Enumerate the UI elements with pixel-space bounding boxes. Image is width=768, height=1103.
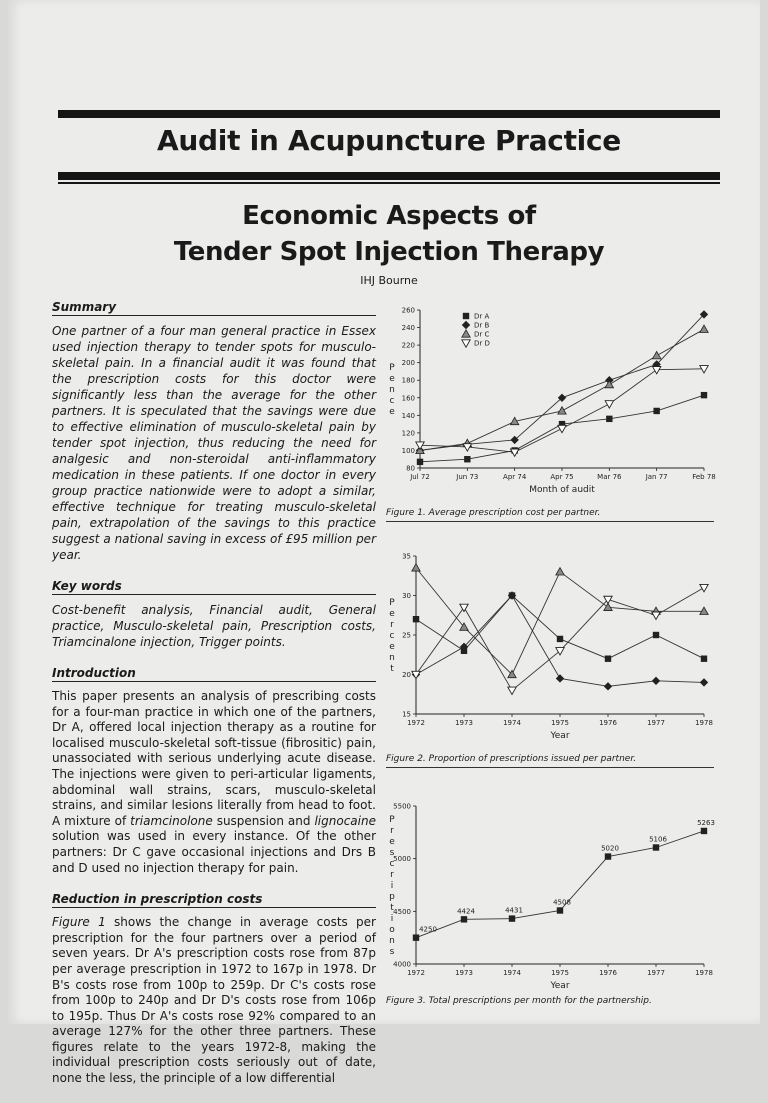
y-tick-label: 180 [401, 376, 415, 385]
figure-3-caption: Figure 3. Total prescriptions per month for the partnership. [386, 996, 652, 1006]
data-point [557, 636, 563, 642]
data-label: 4250 [419, 925, 437, 934]
x-tick-label: 1975 [551, 969, 569, 977]
journal-page [8, 0, 760, 1086]
data-label: 5263 [697, 818, 715, 827]
y-tick-label: 5000 [393, 855, 411, 864]
y-tick-label: 30 [402, 592, 411, 600]
legend-label: Dr C [474, 330, 490, 339]
x-tick-label: 1974 [503, 969, 521, 977]
data-point [604, 682, 612, 690]
figure-3 [386, 798, 714, 1006]
divider [52, 907, 376, 908]
x-axis-title: Month of audit [529, 485, 595, 495]
data-point [605, 656, 611, 662]
data-point [700, 607, 708, 614]
keywords-section [52, 579, 376, 650]
data-point [556, 674, 564, 682]
x-tick-label: 1975 [551, 719, 569, 727]
y-tick-label: 200 [401, 359, 415, 368]
section-header: Audit in Acupuncture Practice [157, 124, 621, 157]
x-tick-label: Apr 74 [503, 473, 527, 481]
y-tick-label: 100 [401, 446, 415, 455]
divider [52, 594, 376, 595]
figure-2-caption: Figure 2. Proportion of prescriptions issued per partner. [386, 754, 637, 764]
y-tick-label: 35 [402, 552, 411, 561]
data-point [413, 934, 419, 940]
intro-part: This paper presents an analysis of prescribing costs for a four-man practice in which one of the partners, Dr A, offered local injection therapy as a routine for localised musculo-skeletal soft-tissue (fibrositic) pain, unassociated with serious underlying acute disease. The injections were given to peri-articular ligaments, abdominal wall strains, scars, musculo-skeletal strains, and similar lesions literally from head to foot. A mixture of [52, 689, 376, 828]
y-axis-title-letter: n [389, 385, 395, 395]
figure-1-chart [386, 302, 714, 506]
x-tick-label: 1976 [599, 969, 617, 977]
data-point [701, 656, 707, 662]
y-tick-label: 240 [401, 324, 415, 333]
data-point [652, 612, 660, 619]
y-axis-title-letter: c [389, 396, 395, 406]
article-title-line2: Tender Spot Injection Therapy [173, 237, 605, 267]
y-tick-label: 25 [402, 631, 411, 640]
legend-marker [463, 313, 469, 319]
data-point [508, 687, 516, 694]
data-point [509, 915, 515, 921]
y-axis-title-letter: t [390, 903, 394, 913]
data-point [652, 351, 660, 358]
data-point [701, 828, 707, 834]
y-axis-title-letter: t [390, 664, 394, 674]
data-point [653, 408, 659, 414]
data-label: 4431 [505, 906, 523, 915]
summary-section [52, 300, 376, 563]
y-tick-label: 4000 [393, 960, 411, 969]
data-point [558, 425, 566, 432]
y-tick-label: 4500 [393, 907, 411, 916]
figure-ref: Figure 1 [52, 915, 106, 930]
data-point [417, 459, 423, 465]
figure-2 [386, 548, 714, 768]
drug-name: lignocaine [314, 813, 376, 828]
summary-heading: Summary [52, 300, 117, 314]
y-tick-label: 20 [402, 671, 411, 679]
intro-part: suspension and [212, 813, 315, 828]
header-thin-rule [58, 182, 720, 184]
y-axis-title-letter: s [389, 947, 395, 957]
data-point [652, 366, 660, 373]
reduction-part: shows the change in average costs per prescription for the four partners over a period of seven years. Dr A's prescription costs rose from 87p per average prescription in 1972 to 167p in 1978. Dr B's costs rose from 100p to 259p. Dr C's costs rose from 100p to 240p and Dr D's costs rose from 106p to 195p. Thus Dr A's costs rose 92% compared to an average 127% for the other three partners. These figures relate to the years 1972-8, making the individual prescription costs seriously out of date, none the less, the principle of a low differential [52, 915, 376, 1086]
figure-3-chart [386, 798, 714, 994]
x-tick-label: Mar 76 [597, 473, 622, 481]
y-axis-title-letter: P [389, 363, 395, 373]
y-axis-title-letter: p [389, 892, 395, 902]
y-axis-title-letter: n [389, 653, 395, 663]
y-axis-title-letter: n [389, 936, 395, 946]
introduction-heading: Introduction [52, 666, 136, 680]
x-tick-label: Jan 77 [645, 473, 668, 481]
y-tick-label: 80 [406, 464, 415, 473]
figure-2-chart [386, 548, 714, 752]
legend-marker [462, 321, 470, 329]
y-axis-title-letter: r [390, 620, 394, 630]
legend-label: Dr A [474, 312, 490, 321]
top-rule [58, 110, 720, 118]
y-tick-label: 140 [401, 411, 415, 420]
y-tick-label: 160 [401, 394, 415, 403]
data-point [605, 853, 611, 859]
x-tick-label: 1974 [503, 719, 521, 727]
x-tick-label: 1977 [647, 719, 665, 727]
legend-marker [462, 340, 470, 347]
data-point [700, 584, 708, 591]
data-point [413, 616, 419, 622]
y-axis-title [389, 363, 395, 417]
y-axis-title [389, 598, 395, 674]
x-tick-label: Apr 75 [550, 473, 574, 481]
y-axis-title-letter: e [389, 407, 395, 417]
y-axis-title-letter: e [389, 642, 395, 652]
reduction-heading: Reduction in prescription costs [52, 892, 263, 907]
x-axis-title: Year [550, 981, 570, 991]
series-line [416, 568, 704, 675]
y-axis-title [389, 815, 395, 957]
legend-marker [462, 330, 470, 337]
legend-label: Dr B [474, 321, 490, 330]
data-label: 4508 [553, 898, 571, 907]
series-dr-c [412, 564, 708, 678]
x-tick-label: 1978 [695, 969, 713, 977]
y-axis-title-letter: i [390, 881, 394, 891]
keywords-text: Cost-benefit analysis, Financial audit, General practice, Musculo-skeletal pain, Prescription costs, Triamcinalone injection, Trigger points. [52, 603, 376, 649]
data-label: 5106 [649, 835, 667, 844]
intro-part: solution was used in every instance. Of the other partners: Dr C gave occasional injections and Drs B and D used no injection therapy for pain. [52, 829, 376, 875]
x-tick-label: 1976 [599, 719, 617, 727]
y-tick-label: 15 [402, 710, 411, 719]
article-title [58, 198, 720, 270]
y-axis-title-letter: s [389, 848, 395, 858]
y-axis-title-letter: r [390, 826, 394, 836]
x-tick-label: 1972 [407, 719, 425, 727]
x-tick-label: 1978 [695, 719, 713, 727]
header-bottom-rule [58, 172, 720, 180]
data-point [412, 564, 420, 571]
data-point [652, 677, 660, 685]
x-axis-title: Year [550, 731, 570, 741]
y-tick-label: 220 [401, 341, 415, 350]
divider [52, 681, 376, 682]
divider [52, 315, 376, 316]
data-point [461, 916, 467, 922]
figure-1 [386, 302, 714, 522]
reduction-text [52, 915, 376, 1087]
data-point [606, 416, 612, 422]
x-tick-label: 1977 [647, 969, 665, 977]
summary-text: One partner of a four man general practice in Essex used injection therapy to tender spots for musculo-skeletal pain. In a financial audit it was found that the prescription costs for this doctor were significantly less than the average for the other partners. It is speculated that the savings were due to effective elimination of musculo-skeletal pain by tender spot injection, thus reducing the need for analgesic and non-steroidal anti-inflammatory medication in these patients. If one doctor in every group practice nationwide were to adopt a similar, effective technique for treating musculo-skeletal pain, extrapolation of the savings to this practice suggest a national saving in excess of £95 million per year. [52, 324, 376, 562]
x-tick-label: Jun 73 [456, 473, 479, 481]
y-tick-label: 120 [401, 429, 415, 438]
data-point [653, 632, 659, 638]
series-line [416, 831, 704, 938]
y-axis-title-letter: i [390, 914, 394, 924]
y-axis-title-letter: e [389, 609, 395, 619]
y-axis-title-letter: o [389, 925, 395, 935]
data-label: 4424 [457, 907, 475, 916]
x-tick-label: Feb 78 [692, 473, 716, 481]
left-column [52, 300, 376, 1103]
legend [462, 313, 490, 348]
keywords-heading: Key words [52, 579, 122, 593]
x-tick-label: 1973 [455, 719, 473, 727]
series-dr-c [416, 325, 708, 454]
legend-label: Dr D [474, 339, 490, 348]
y-axis-title-letter: e [389, 837, 395, 847]
data-point [701, 392, 707, 398]
x-tick-label: Jul 72 [410, 473, 430, 481]
y-axis-title-letter: e [389, 374, 395, 384]
y-tick-label: 5500 [393, 802, 411, 811]
y-axis-title-letter: P [389, 815, 395, 825]
y-axis-title-letter: c [389, 859, 395, 869]
figure-rule [386, 767, 714, 768]
data-point [460, 604, 468, 611]
article-title-line1: Economic Aspects of [242, 201, 536, 231]
data-point [605, 401, 613, 408]
series-0 [413, 819, 715, 941]
x-tick-label: 1973 [455, 969, 473, 977]
data-label: 5020 [601, 844, 619, 853]
data-point [557, 907, 563, 913]
figure-rule [386, 521, 714, 522]
y-axis-title-letter: P [389, 598, 395, 608]
introduction-section [52, 666, 376, 876]
data-point [700, 678, 708, 686]
data-point [464, 456, 470, 462]
data-point [556, 648, 564, 655]
data-point [653, 844, 659, 850]
data-point [556, 568, 564, 575]
author: IHJ Bourne [360, 274, 418, 287]
x-tick-label: 1972 [407, 969, 425, 977]
y-axis-title-letter: c [389, 631, 395, 641]
drug-name: triamcinolone [130, 813, 213, 828]
figure-1-caption: Figure 1. Average prescription cost per partner. [386, 508, 601, 518]
y-tick-label: 260 [401, 306, 415, 315]
reduction-section [52, 892, 376, 1087]
introduction-text [52, 689, 376, 876]
data-point [558, 407, 566, 414]
data-point [700, 325, 708, 332]
y-axis-title-letter: r [390, 870, 394, 880]
